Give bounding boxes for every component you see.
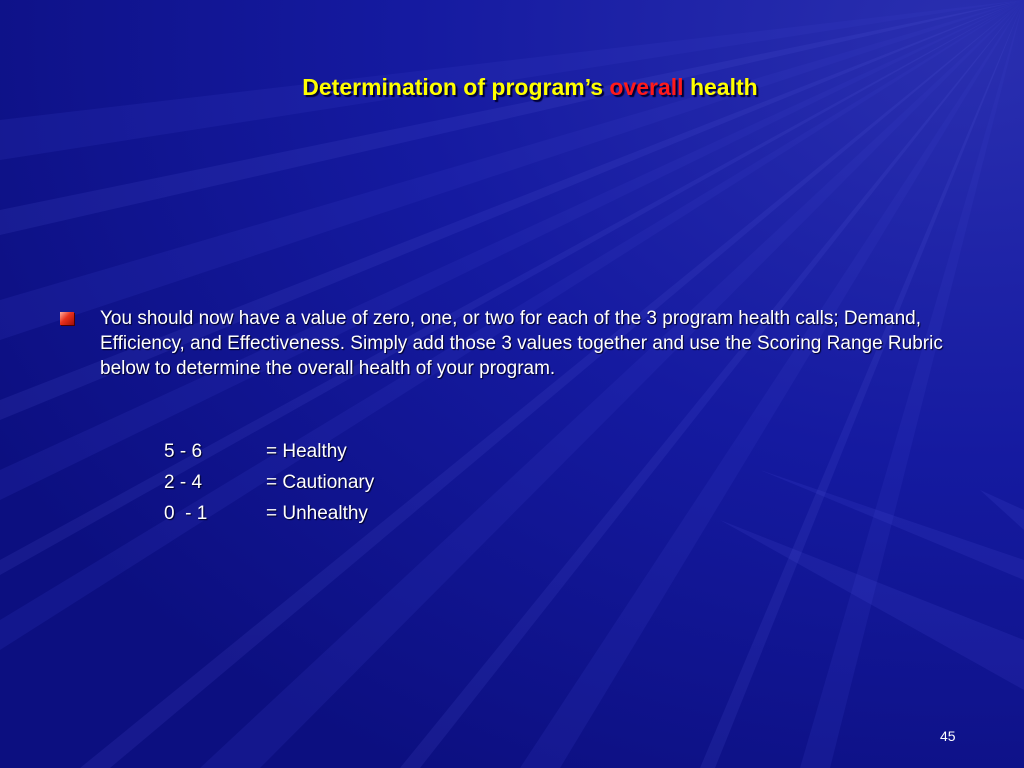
rubric-label: = Cautionary [266,472,375,493]
bullet-text: You should now have a value of zero, one, or two for each of the 3 program health calls; Demand, Efficiency, and Effectiveness. Simply add those 3 values together and use the Scoring Range Rubric below to determine the overall health of your program. [100,308,943,379]
rubric-range: 2 - 4 [164,472,203,493]
page-number: 45 [940,728,956,744]
title-text-end: health [683,74,758,100]
slide-title [0,74,1024,101]
rubric-label: = Unhealthy [266,503,368,524]
rubric-label: = Healthy [266,441,347,462]
rubric-range: 0 - 1 [164,503,208,524]
rubric-range: 5 - 6 [164,441,203,462]
title-text-start: Determination of program’s [302,74,610,100]
title-accent-word: overall [609,74,684,100]
square-bullet-icon [60,312,74,325]
